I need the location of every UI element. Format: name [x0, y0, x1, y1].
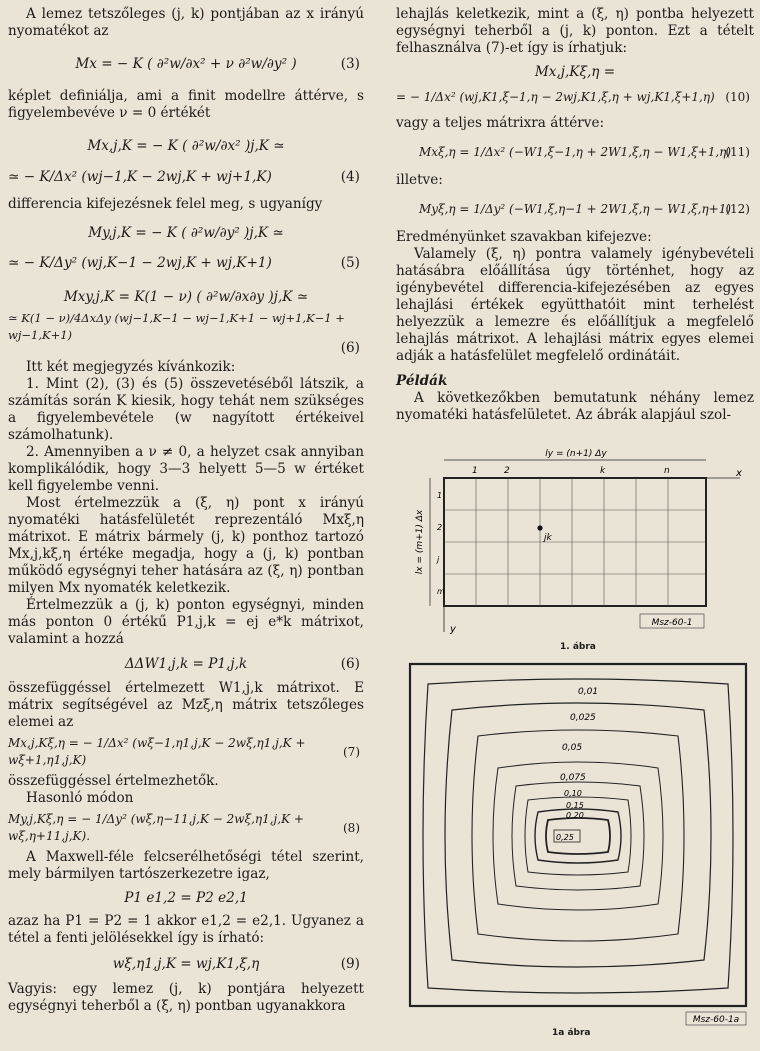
paragraph: Eredményünket szavakban kifejezve: — [396, 229, 652, 245]
equation-number: (11) — [725, 144, 750, 159]
contour-label: 0,05 — [562, 743, 583, 753]
paragraph: képlet definiálja, ami a finit modellre áttérve, s figyelembevéve ν = 0 értékét — [8, 88, 364, 121]
equation-text: Mx,j,K = − K ( ∂²w/∂x² )j,K ≃ — [87, 137, 285, 154]
figure-1a — [398, 660, 752, 1040]
equation-maxwell — [8, 887, 364, 909]
paragraph: összefüggéssel értelmezhetők. — [8, 773, 219, 789]
paragraph: Értelmezzük a (j, k) ponton egységnyi, minden más ponton 0 értékű P1,j,k = ej e*k mátrixot, valamint a hozzá — [8, 597, 364, 647]
paragraph: Valamely (ξ, η) pontra valamely igénybevételi hatásábra előállítása úgy történhet, hogy az igénybevétel differencia-kifejezésében az egyes lehajlási értékek együtthatóit mint terhelést helyezzük a lemezre és előállítjuk a megfelelő lehajlás mátrixot. A lehajlási mátrix egyes elemei adják a hatásfelület megfelelő ordinátáit. — [396, 246, 754, 364]
equation-8 — [8, 811, 364, 845]
point-label: jk — [544, 533, 552, 543]
equation-number: (6) — [340, 339, 360, 356]
equation-number: (6) — [340, 655, 360, 672]
contour-label: 0,025 — [570, 713, 596, 723]
equation-text: wξ,η1,j,K = wj,K1,ξ,η — [112, 955, 260, 972]
equation-4 — [8, 130, 364, 192]
x-axis-label: x — [736, 468, 742, 479]
equation-text: Mxξ,η = 1/Δx² (−W1,ξ−1,η + 2W1,ξ,η − W1,ξ+1,η) — [418, 144, 732, 159]
section-heading: Példák — [396, 373, 448, 389]
paragraph: A lemez tetszőleges (j, k) pontjában az x irányú nyomatékot az — [8, 6, 364, 39]
equation-text: = − 1/Δx² (wj,K1,ξ−1,η − 2wj,K1,ξ,η + wj,K1,ξ+1,η) — [396, 89, 715, 104]
contour-label: 0,15 — [566, 801, 584, 810]
equation-text: ≃ − K/Δx² (wj−1,K − 2wj,K + wj+1,K) — [8, 168, 272, 185]
paragraph: Vagyis: egy lemez (j, k) pontjára helyezett egységnyi teherből a (ξ, η) pontban ugyanakkora — [8, 981, 364, 1014]
column-label: 2 — [504, 466, 510, 476]
equation-number: (4) — [340, 168, 360, 185]
row-label: j — [437, 555, 440, 564]
column-label: n — [664, 466, 670, 476]
row-label: 1 — [437, 491, 443, 500]
equation-text: P1 e1,2 = P2 e2,1 — [124, 889, 248, 906]
equation-number: (8) — [343, 820, 360, 835]
paragraph: differencia kifejezésnek felel meg, s ugyanígy — [8, 196, 323, 212]
contour-label: 0,075 — [560, 773, 586, 783]
equation-text: Mxy,j,K = K(1 − ν) ( ∂²w/∂x∂y )j,K ≃ — [63, 288, 309, 305]
row-label: m — [437, 587, 445, 596]
equation-number: (10) — [725, 89, 750, 104]
paragraph: azaz ha P1 = P2 = 1 akkor e1,2 = e2,1. Ugyanez a tétel a fenti jelölésekkel így is írható: — [8, 913, 364, 946]
left-column — [8, 6, 364, 1015]
contour-label: 0,01 — [578, 687, 599, 697]
equation-number: (12) — [725, 201, 750, 216]
figure-1 — [400, 436, 750, 652]
equation-text: Myξ,η = 1/Δy² (−W1,ξ,η−1 + 2W1,ξ,η − W1,ξ,η+1) — [418, 201, 732, 216]
paragraph: 1. Mint (2), (3) és (5) összevetéséből látszik, a számítás során K kiesik, hogy tehát nem szükséges a figyelembevétele (w nagyított értékeivel számolhatunk). — [8, 376, 364, 443]
paragraph: Hasonló módon — [26, 790, 134, 806]
paragraph: A Maxwell-féle felcserélhetőségi tétel szerint, mely bármilyen tartószerkezetre igaz, — [8, 849, 364, 882]
contour-diagram — [398, 660, 752, 1030]
figure-stamp: Msz-60-1a — [692, 1015, 740, 1025]
dimension-label-side: lx = (m+1) Δx — [415, 509, 425, 575]
equation-9 — [8, 951, 364, 977]
equation-7 — [8, 735, 364, 769]
equation-text: ≃ − K/Δy² (wj,K−1 − 2wj,K + wj,K+1) — [8, 254, 272, 271]
paragraph: vagy a teljes mátrixra áttérve: — [396, 115, 605, 131]
equation-11 — [396, 136, 754, 168]
contour-label: 0,10 — [564, 789, 582, 798]
equation-number: (5) — [340, 254, 360, 271]
equation-text: Mx,j,Kξ,η = − 1/Δx² (wξ−1,η1,j,K − 2wξ,η1,j,K + wξ+1,η1,j,K) — [8, 736, 306, 767]
equation-text: ΔΔW1,j,k = P1,j,k — [124, 655, 248, 672]
dimension-label-top: ly = (n+1) Δy — [545, 449, 607, 459]
column-label: 1 — [472, 466, 478, 476]
equation-number: (3) — [340, 55, 360, 72]
paragraph: A következőkben bemutatunk néhány lemez nyomatéki hatásfelületet. Az ábrák alapjául szol- — [396, 390, 754, 423]
equation-text: My,j,Kξ,η = − 1/Δy² (wξ,η−11,j,K − 2wξ,η1,j,K + wξ,η+11,j,K). — [8, 812, 304, 843]
equation-text: ≃ K(1 − ν)/4ΔxΔy (wj−1,K−1 − wj−1,K+1 − wj+1,K−1 + wj−1,K+1) — [8, 311, 345, 342]
figure-caption: 1. ábra — [560, 642, 596, 652]
equation-text: ( ∂²w/∂x² + ν ∂²w/∂y² ) — [147, 55, 297, 72]
equation-text: Mx = − K — [75, 55, 143, 72]
right-column — [396, 6, 754, 424]
equation-text: Mx,j,Kξ,η = — [534, 63, 616, 80]
equation-number: (7) — [343, 744, 360, 759]
equation-10 — [396, 61, 754, 111]
equation-6b — [8, 652, 364, 676]
equation-text: My,j,K = − K ( ∂²w/∂y² )j,K ≃ — [88, 224, 284, 241]
equation-5 — [8, 217, 364, 277]
figure-caption: 1a ábra — [552, 1028, 591, 1038]
y-axis-label: y — [450, 624, 456, 635]
equation-6 — [8, 281, 364, 355]
paragraph: 2. Amennyiben a ν ≠ 0, a helyzet csak annyiban komplikálódik, hogy 3—3 helyett 5—5 w értéket kell figyelembe venni. — [8, 444, 364, 494]
paragraph: Itt két megjegyzés kívánkozik: — [26, 359, 236, 375]
contour-label: 0,20 — [566, 811, 584, 820]
paragraph: lehajlás keletkezik, mint a (ξ, η) pontba helyezett egységnyi teherből a (j, k) ponton. Ezt a tételt felhasználva (7)-et így is írhatjuk: — [396, 6, 754, 56]
paragraph: illetve: — [396, 172, 443, 188]
figure-stamp: Msz-60-1 — [651, 618, 693, 628]
equation-3 — [8, 44, 364, 84]
equation-number: (9) — [340, 955, 360, 972]
paragraph: összefüggéssel értelmezett W1,j,k mátrixot. E mátrix segítségével az Mzξ,η mátrix tetszőleges elemei az — [8, 680, 364, 730]
paragraph: Most értelmezzük a (ξ, η) pont x irányú nyomatéki hatásfelületét reprezentáló Mxξ,η mátrixot. E mátrix bármely (j, k) ponthoz tartozó Mx,j,kξ,η értéke megadja, hogy a (j, k) pontban működő egységnyi teher hatására az (ξ, η) pontban milyen Mx nyomaték keletkezik. — [8, 495, 364, 596]
grid-diagram — [400, 436, 750, 636]
row-label: 2 — [437, 523, 443, 532]
contour-label: 0,25 — [556, 833, 574, 842]
equation-12 — [396, 193, 754, 225]
column-label: k — [600, 466, 606, 476]
